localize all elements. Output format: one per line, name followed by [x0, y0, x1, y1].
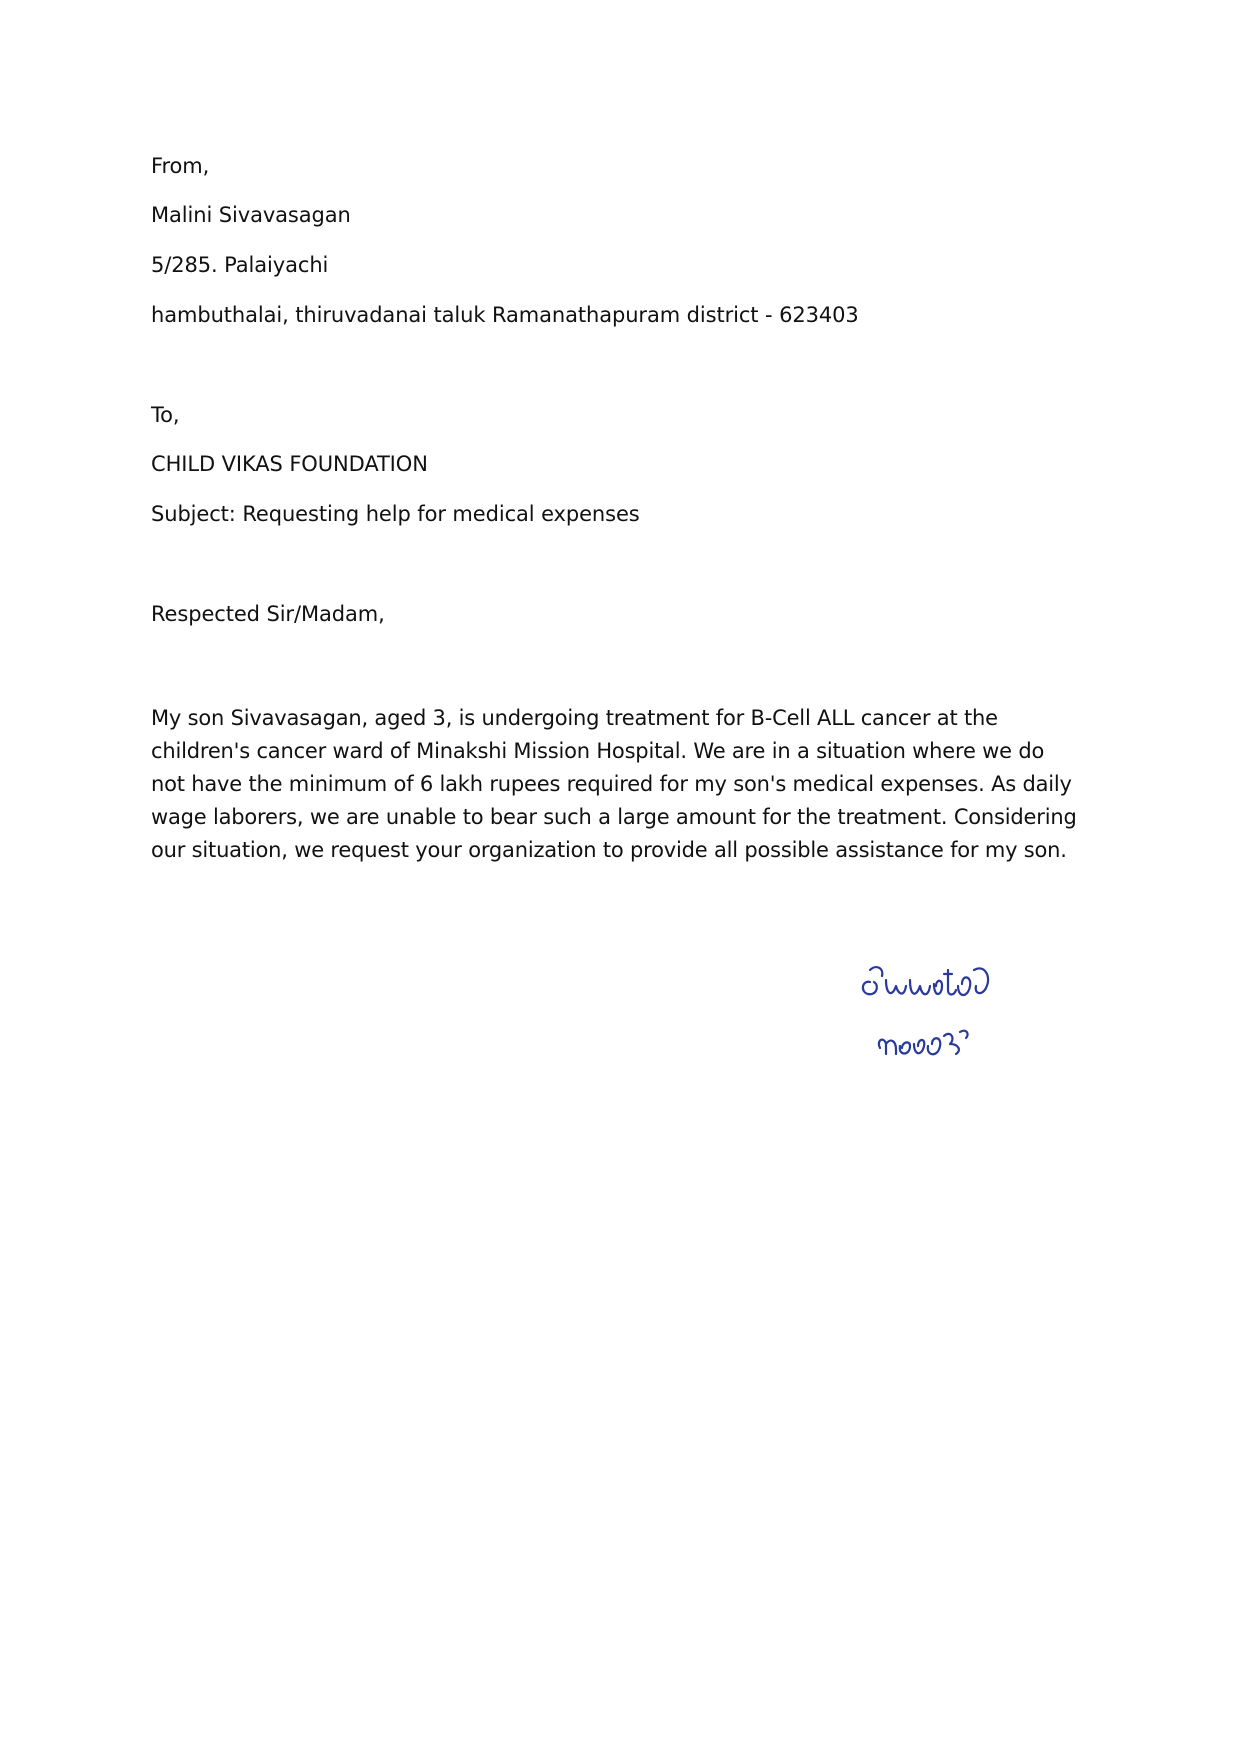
sender-name: Malini Sivavasagan [151, 203, 351, 227]
to-label: To, [151, 403, 180, 427]
subject-line: Subject: Requesting help for medical expenses [151, 502, 640, 526]
from-label: From, [151, 154, 210, 178]
salutation: Respected Sir/Madam, [151, 602, 385, 626]
handwritten-signature-icon [840, 940, 1030, 1100]
recipient-organization: CHILD VIKAS FOUNDATION [151, 452, 428, 476]
sender-address-line1: 5/285. Palaiyachi [151, 253, 329, 277]
letter-body: My son Sivavasagan, aged 3, is undergoing treatment for B-Cell ALL cancer at the children's cancer ward of Minakshi Mission Hospital. We are in a situation where we do not have the minimum of 6 lakh rupees required for my son's medical expenses. As daily wage laborers, we are unable to bear such a large amount for the treatment. Considering our situation, we request your organization to provide all possible assistance for my son. [151, 706, 1077, 862]
sender-address-line2: hambuthalai, thiruvadanai taluk Ramanathapuram district - 623403 [151, 303, 859, 327]
